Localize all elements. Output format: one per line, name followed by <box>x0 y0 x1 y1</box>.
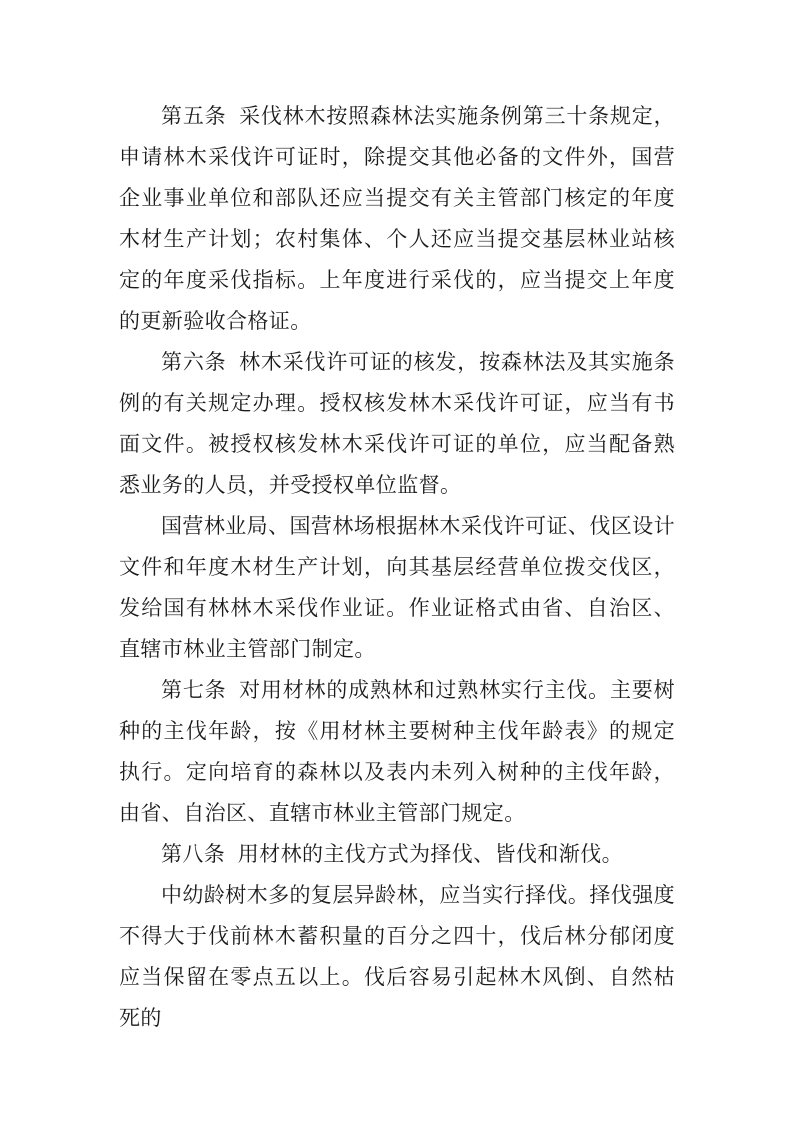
paragraph-text: 中幼龄树木多的复层异龄林，应当实行择伐。择伐强度不得大于伐前林木蓄积量的百分之四十，伐后林分郁闭度应当保留在零点五以上。伐后容易引起林木风倒、自然枯死的 <box>119 883 675 1030</box>
article-number: 第八条 <box>161 842 226 866</box>
article-number: 第五条 <box>161 104 227 128</box>
paragraph-text: 用材林的主伐方式为择伐、皆伐和渐伐。 <box>237 842 623 866</box>
paragraph-article-6-cont <box>119 506 675 670</box>
paragraph-text: 林木采伐许可证的核发，按森林法及其实施条例的有关规定办理。授权核发林木采伐许可证，应当有书面文件。被授权核发林木采伐许可证的单位，应当配备熟悉业务的人员，并受授权单位监督。 <box>119 350 676 497</box>
article-number: 第六条 <box>161 350 227 374</box>
document-page <box>119 96 675 1039</box>
article-number: 第七条 <box>161 678 227 702</box>
paragraph-article-8-cont <box>119 875 675 1039</box>
paragraph-article-7 <box>119 670 675 834</box>
paragraph-text: 采伐林木按照森林法实施条例第三十条规定，申请林木采伐许可证时，除提交其他必备的文件外，国营企业事业单位和部队还应当提交有关主管部门核定的年度木材生产计划；农村集体、个人还应当提交基层林业站核定的年度采伐指标。上年度进行采伐的，应当提交上年度的更新验收合格证。 <box>119 104 676 333</box>
paragraph-text: 对用材林的成熟林和过熟林实行主伐。主要树种的主伐年龄，按《用材林主要树种主伐年龄表》的规定执行。定向培育的森林以及表内未列入树种的主伐年龄，由省、自治区、直辖市林业主管部门规定。 <box>119 678 676 825</box>
paragraph-text: 国营林业局、国营林场根据林木采伐许可证、伐区设计文件和年度木材生产计划，向其基层经营单位拨交伐区，发给国有林林木采伐作业证。作业证格式由省、自治区、直辖市林业主管部门制定。 <box>119 514 675 661</box>
paragraph-article-6 <box>119 342 675 506</box>
paragraph-article-5 <box>119 96 675 342</box>
paragraph-article-8 <box>119 834 675 875</box>
